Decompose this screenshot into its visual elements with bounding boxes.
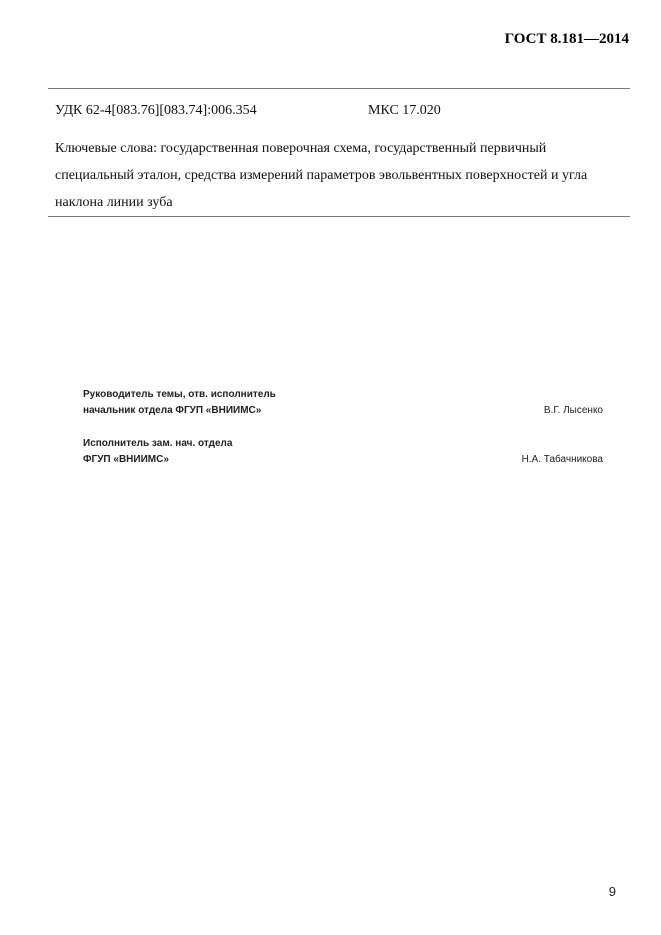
page-number: 9 bbox=[608, 884, 616, 899]
standard-code: ГОСТ 8.181—2014 bbox=[504, 31, 629, 47]
top-divider bbox=[48, 88, 630, 89]
signature-name: Н.А. Табачникова bbox=[521, 454, 603, 465]
bottom-divider bbox=[48, 216, 630, 217]
signature-row bbox=[83, 403, 603, 419]
mks-code: МКС 17.020 bbox=[368, 103, 441, 118]
signature-name: В.Г. Лысенко bbox=[543, 405, 603, 416]
keywords-paragraph: Ключевые слова: государственная поверочная схема, государственный первичный специальный эталон, средства измерений параметров эвольвентных поверхностей и угла наклона линии зуба bbox=[55, 141, 588, 210]
signature-block-lead bbox=[83, 387, 603, 419]
udk-code: УДК 62-4[083.76][083.74]:006.354 bbox=[55, 103, 257, 118]
signature-row bbox=[83, 452, 603, 468]
signature-role-line: Руководитель темы, отв. исполнитель bbox=[83, 389, 276, 400]
signature-block-executor bbox=[83, 436, 603, 468]
signature-role-line: ФГУП «ВНИИМС» bbox=[83, 454, 169, 465]
signature-role-line: Исполнитель зам. нач. отдела bbox=[83, 438, 233, 449]
signature-role-line: начальник отдела ФГУП «ВНИИМС» bbox=[83, 405, 262, 416]
